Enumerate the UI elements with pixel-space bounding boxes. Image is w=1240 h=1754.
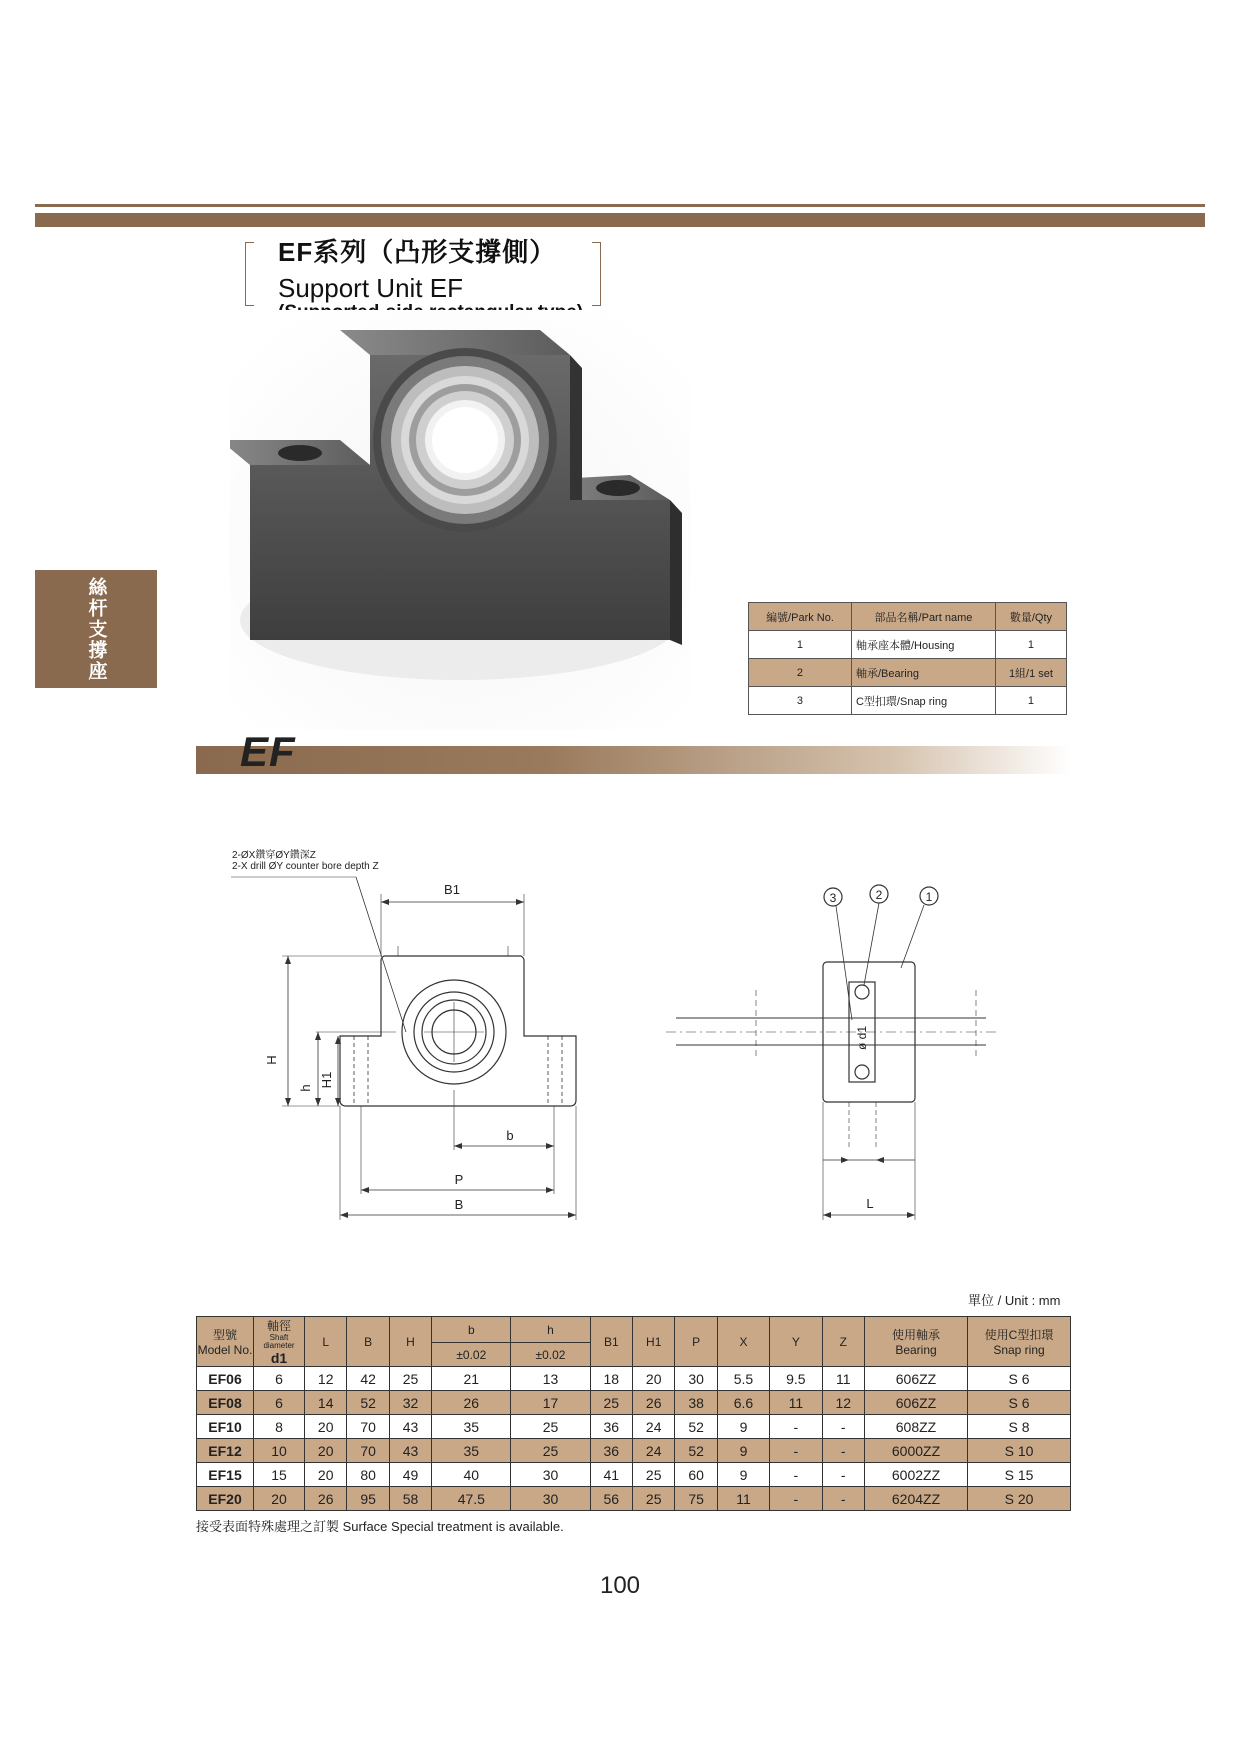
spec-cell-b1: 18 xyxy=(590,1367,632,1391)
spec-header-row xyxy=(197,1317,1071,1343)
spec-header-snap xyxy=(968,1317,1071,1367)
drill-note-en: 2-X drill ØY counter bore depth Z xyxy=(232,861,379,872)
spec-cell-h-small: 30 xyxy=(511,1463,590,1487)
parts-cell-qty: 1 xyxy=(995,631,1066,659)
spec-header-h1: H1 xyxy=(633,1317,675,1367)
label-h1: H1 xyxy=(319,1071,334,1089)
spec-cell-h1: 25 xyxy=(633,1463,675,1487)
spec-header-y: Y xyxy=(770,1317,822,1367)
spec-header-bearing xyxy=(865,1317,968,1367)
page-number: 100 xyxy=(599,1572,641,1599)
spec-row xyxy=(197,1463,1071,1487)
spec-header-z: Z xyxy=(822,1317,864,1367)
spec-cell-l: 20 xyxy=(305,1439,347,1463)
spec-cell-bearing: 606ZZ xyxy=(865,1391,968,1415)
spec-cell-model: EF06 xyxy=(197,1367,254,1391)
parts-row xyxy=(749,687,1067,715)
top-rule-thick xyxy=(35,213,1205,227)
spec-cell-b-small: 47.5 xyxy=(432,1487,511,1511)
title-zh: EF系列（凸形支撐側） xyxy=(278,237,557,267)
spec-row xyxy=(197,1415,1071,1439)
spec-cell-model: EF10 xyxy=(197,1415,254,1439)
spec-cell-b-small: 35 xyxy=(432,1439,511,1463)
spec-cell-b1: 25 xyxy=(590,1391,632,1415)
spec-cell-b: 52 xyxy=(347,1391,389,1415)
spec-cell-b: 95 xyxy=(347,1487,389,1511)
spec-cell-d1: 20 xyxy=(254,1487,305,1511)
section-label: EF xyxy=(240,728,296,775)
parts-row xyxy=(749,659,1067,687)
spec-cell-h1: 24 xyxy=(633,1439,675,1463)
spec-header-bearing-zh: 使用軸承 xyxy=(891,1328,940,1342)
spec-header-snap-zh: 使用C型扣環 xyxy=(984,1328,1054,1342)
spec-cell-z: - xyxy=(822,1487,864,1511)
spec-cell-snap: S 15 xyxy=(968,1463,1071,1487)
spec-cell-b: 80 xyxy=(347,1463,389,1487)
spec-cell-x: 9 xyxy=(717,1463,769,1487)
spec-cell-p: 30 xyxy=(675,1367,717,1391)
parts-header-qty: 數量/Qty xyxy=(995,603,1066,631)
label-d1: ø d1 xyxy=(855,1025,869,1051)
spec-cell-h1: 20 xyxy=(633,1367,675,1391)
spec-cell-h1: 24 xyxy=(633,1415,675,1439)
spec-header-shaft xyxy=(254,1317,305,1367)
spec-header-model-en: Model No. xyxy=(197,1343,253,1357)
spec-cell-model: EF20 xyxy=(197,1487,254,1511)
spec-header-shaft-en1: Shaft xyxy=(269,1333,289,1342)
spec-cell-z: 12 xyxy=(822,1391,864,1415)
spec-header-model-zh: 型號 xyxy=(212,1328,237,1342)
label-b1: B1 xyxy=(444,882,460,897)
parts-cell-no: 3 xyxy=(749,687,852,715)
footnote: 接受表面特殊處理之訂製 Surface Special treatment is available. xyxy=(196,1519,564,1534)
spec-cell-z: - xyxy=(822,1415,864,1439)
spec-header-h-small: h xyxy=(511,1317,590,1343)
spec-cell-h: 25 xyxy=(389,1367,431,1391)
drill-note-zh: 2-ØX鑽穿ØY鑽深Z xyxy=(232,850,316,861)
parts-cell-name: C型扣環/Snap ring xyxy=(851,687,995,715)
spec-cell-p: 75 xyxy=(675,1487,717,1511)
parts-cell-qty: 1組/1 set xyxy=(995,659,1066,687)
parts-table xyxy=(748,602,1067,715)
spec-header-b1: B1 xyxy=(590,1317,632,1367)
spec-cell-snap: S 6 xyxy=(968,1367,1071,1391)
spec-cell-bearing: 6000ZZ xyxy=(865,1439,968,1463)
spec-cell-bearing: 606ZZ xyxy=(865,1367,968,1391)
label-p: P xyxy=(454,1172,464,1187)
spec-cell-bearing: 6002ZZ xyxy=(865,1463,968,1487)
spec-cell-y: - xyxy=(770,1439,822,1463)
spec-cell-model: EF12 xyxy=(197,1439,254,1463)
spec-row xyxy=(197,1391,1071,1415)
spec-header-x: X xyxy=(717,1317,769,1367)
parts-header-name: 部品名稱/Part name xyxy=(851,603,995,631)
parts-row xyxy=(749,631,1067,659)
spec-cell-l: 20 xyxy=(305,1415,347,1439)
spec-cell-p: 52 xyxy=(675,1439,717,1463)
label-h: H xyxy=(264,1055,279,1065)
spec-header-l: L xyxy=(305,1317,347,1367)
title-bracket-right xyxy=(592,242,601,306)
spec-cell-z: - xyxy=(822,1463,864,1487)
spec-header-h-tol: ±0.02 xyxy=(511,1343,590,1367)
label-b-small: b xyxy=(506,1128,514,1143)
spec-row xyxy=(197,1367,1071,1391)
spec-header-snap-en: Snap ring xyxy=(993,1343,1045,1357)
label-l: L xyxy=(866,1196,874,1211)
spec-header-h: H xyxy=(389,1317,431,1367)
spec-cell-h-small: 17 xyxy=(511,1391,590,1415)
spec-cell-x: 5.5 xyxy=(717,1367,769,1391)
spec-cell-b1: 56 xyxy=(590,1487,632,1511)
spec-cell-h-small: 25 xyxy=(511,1439,590,1463)
spec-cell-d1: 6 xyxy=(254,1367,305,1391)
side-tab xyxy=(35,570,157,688)
spec-cell-h-small: 30 xyxy=(511,1487,590,1511)
spec-cell-l: 26 xyxy=(305,1487,347,1511)
spec-cell-y: 11 xyxy=(770,1391,822,1415)
spec-header-b: B xyxy=(347,1317,389,1367)
spec-header-b-tol: ±0.02 xyxy=(432,1343,511,1367)
spec-header-b-small: b xyxy=(432,1317,511,1343)
bearing-ball xyxy=(855,985,869,999)
spec-cell-b: 42 xyxy=(347,1367,389,1391)
spec-cell-x: 9 xyxy=(717,1415,769,1439)
parts-cell-no: 2 xyxy=(749,659,852,687)
spec-cell-h-small: 25 xyxy=(511,1415,590,1439)
spec-cell-h: 43 xyxy=(389,1415,431,1439)
spec-cell-d1: 10 xyxy=(254,1439,305,1463)
spec-cell-y: - xyxy=(770,1415,822,1439)
spec-cell-bearing: 608ZZ xyxy=(865,1415,968,1439)
spec-cell-snap: S 10 xyxy=(968,1439,1071,1463)
spec-cell-h: 32 xyxy=(389,1391,431,1415)
parts-cell-no: 1 xyxy=(749,631,852,659)
spec-header-shaft-d1: d1 xyxy=(270,1350,288,1366)
spec-header-p: P xyxy=(675,1317,717,1367)
spec-cell-y: - xyxy=(770,1463,822,1487)
unit-label: 單位 / Unit : mm xyxy=(968,1293,1061,1308)
spec-cell-b-small: 26 xyxy=(432,1391,511,1415)
spec-cell-h1: 25 xyxy=(633,1487,675,1511)
spec-cell-l: 20 xyxy=(305,1463,347,1487)
spec-cell-z: 11 xyxy=(822,1367,864,1391)
callout-leader xyxy=(901,905,924,968)
spec-cell-l: 14 xyxy=(305,1391,347,1415)
parts-header-no: 編號/Park No. xyxy=(749,603,852,631)
spec-cell-b: 70 xyxy=(347,1439,389,1463)
spec-cell-d1: 8 xyxy=(254,1415,305,1439)
spec-cell-y: 9.5 xyxy=(770,1367,822,1391)
title-en: Support Unit EF xyxy=(278,273,463,303)
spec-header-bearing-en: Bearing xyxy=(895,1343,937,1357)
parts-cell-name: 軸承/Bearing xyxy=(851,659,995,687)
spec-header-shaft-zh: 軸徑 xyxy=(266,1319,291,1333)
spec-cell-z: - xyxy=(822,1439,864,1463)
label-h-small: h xyxy=(298,1084,313,1092)
spec-cell-l: 12 xyxy=(305,1367,347,1391)
spec-cell-b1: 41 xyxy=(590,1463,632,1487)
callout-3: 3 xyxy=(829,891,837,905)
spec-cell-snap: S 20 xyxy=(968,1487,1071,1511)
spec-cell-h: 49 xyxy=(389,1463,431,1487)
parts-cell-name: 軸承座本體/Housing xyxy=(851,631,995,659)
spec-cell-model: EF08 xyxy=(197,1391,254,1415)
spec-cell-h: 58 xyxy=(389,1487,431,1511)
section-band xyxy=(196,746,1071,774)
spec-cell-h: 43 xyxy=(389,1439,431,1463)
spec-row xyxy=(197,1439,1071,1463)
parts-header-row xyxy=(749,603,1067,631)
spec-cell-b: 70 xyxy=(347,1415,389,1439)
spec-cell-b-small: 40 xyxy=(432,1463,511,1487)
spec-table xyxy=(196,1316,1071,1511)
spec-cell-model: EF15 xyxy=(197,1463,254,1487)
spec-header-shaft-en2: diameter xyxy=(263,1341,295,1350)
spec-cell-h-small: 13 xyxy=(511,1367,590,1391)
callout-leader xyxy=(864,903,879,985)
side-tab-label: 絲杆支撐座 xyxy=(85,576,107,682)
spec-cell-b1: 36 xyxy=(590,1415,632,1439)
spec-row xyxy=(197,1487,1071,1511)
spec-cell-p: 60 xyxy=(675,1463,717,1487)
spec-cell-h1: 26 xyxy=(633,1391,675,1415)
top-rule-thin xyxy=(35,204,1205,207)
spec-cell-b-small: 35 xyxy=(432,1415,511,1439)
spec-cell-x: 6.6 xyxy=(717,1391,769,1415)
bearing-ball xyxy=(855,1065,869,1079)
spec-cell-b-small: 21 xyxy=(432,1367,511,1391)
product-photo xyxy=(230,310,690,730)
spec-cell-b1: 36 xyxy=(590,1439,632,1463)
spec-cell-x: 9 xyxy=(717,1439,769,1463)
callout-1: 1 xyxy=(925,890,933,904)
label-b: B xyxy=(454,1197,464,1212)
title-bracket-left xyxy=(245,242,254,306)
spec-cell-bearing: 6204ZZ xyxy=(865,1487,968,1511)
technical-drawing xyxy=(196,860,1076,1240)
spec-cell-x: 11 xyxy=(717,1487,769,1511)
spec-cell-p: 38 xyxy=(675,1391,717,1415)
spec-cell-d1: 6 xyxy=(254,1391,305,1415)
spec-cell-snap: S 6 xyxy=(968,1391,1071,1415)
parts-cell-qty: 1 xyxy=(995,687,1066,715)
spec-cell-y: - xyxy=(770,1487,822,1511)
spec-header-model xyxy=(197,1317,254,1367)
spec-cell-d1: 15 xyxy=(254,1463,305,1487)
spec-cell-p: 52 xyxy=(675,1415,717,1439)
spec-cell-snap: S 8 xyxy=(968,1415,1071,1439)
callout-2: 2 xyxy=(875,888,883,902)
callout-leader xyxy=(836,906,852,1020)
